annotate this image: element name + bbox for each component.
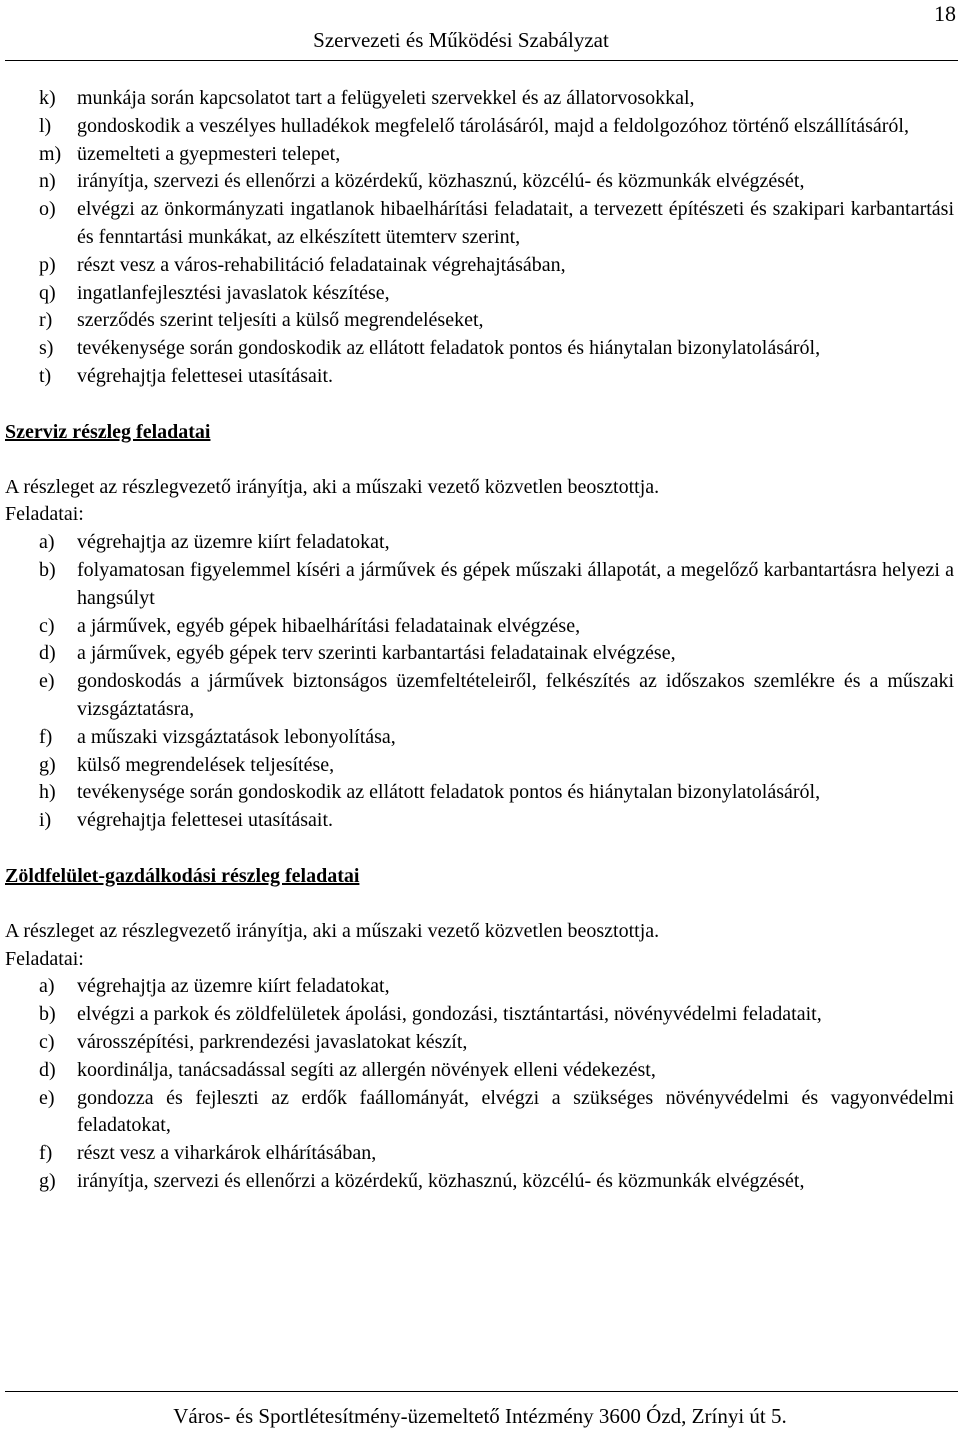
list-item-text: ingatlanfejlesztési javaslatok készítése, xyxy=(77,281,390,304)
list-marker: f) xyxy=(39,1142,53,1165)
list-item xyxy=(5,141,954,169)
task-list-zoldfelulet xyxy=(5,973,954,1195)
list-item-text: tevékenysége során gondoskodik az ellátott feladatok pontos és hiánytalan bizonylatolásáról, xyxy=(77,337,821,360)
task-list-szerviz xyxy=(5,529,954,835)
list-marker: o) xyxy=(39,198,56,221)
list-item-text: végrehajtja az üzemre kiírt feladatokat, xyxy=(77,975,390,998)
list-item xyxy=(5,168,954,196)
tasks-label: Feladatai: xyxy=(5,947,84,970)
list-item-text: külső megrendelések teljesítése, xyxy=(77,753,335,776)
list-marker: b) xyxy=(39,1003,56,1026)
list-item-text: városszépítési, parkrendezési javaslatokat készít, xyxy=(77,1030,468,1053)
list-item xyxy=(5,85,954,113)
list-item xyxy=(5,280,954,308)
list-item xyxy=(5,363,954,391)
list-item-text: a műszaki vizsgáztatások lebonyolítása, xyxy=(77,725,396,748)
list-marker: h) xyxy=(39,781,56,804)
page-number: 18 xyxy=(934,1,956,26)
list-item-text: elvégzi a parkok és zöldfelületek ápolási, gondozási, tisztántartási, növényvédelmi feladatait, xyxy=(77,1003,822,1026)
list-item xyxy=(5,1057,954,1085)
list-marker: d) xyxy=(39,1058,56,1081)
section-heading-zoldfelulet: Zöldfelület-gazdálkodási részleg feladatai xyxy=(5,864,360,887)
list-marker: t) xyxy=(39,364,52,387)
list-marker: n) xyxy=(39,170,56,193)
list-marker: c) xyxy=(39,614,55,637)
list-item xyxy=(5,807,954,835)
list-item xyxy=(5,779,954,807)
list-item-text: irányítja, szervezi és ellenőrzi a közérdekű, közhasznú, közcélú- és közmunkák elvégzését, xyxy=(77,1169,805,1192)
list-item xyxy=(5,252,954,280)
list-item xyxy=(5,640,954,668)
list-item-text: tevékenysége során gondoskodik az ellátott feladatok pontos és hiánytalan bizonylatolásáról, xyxy=(77,781,821,804)
list-item xyxy=(5,613,954,641)
list-item-text: részt vesz a viharkárok elhárításában, xyxy=(77,1142,377,1165)
list-item xyxy=(5,196,954,252)
list-item-text: gondoskodás a járművek biztonságos üzemfeltételeiről, felkészítés az időszakos szemlékre és a műszaki vizsgáztatásra, xyxy=(77,670,954,720)
document-body xyxy=(5,85,954,1196)
list-marker: g) xyxy=(39,753,56,776)
list-item xyxy=(5,113,954,141)
list-marker: q) xyxy=(39,281,56,304)
footer-divider xyxy=(5,1391,958,1392)
list-marker: s) xyxy=(39,337,54,360)
list-item xyxy=(5,557,954,613)
list-marker: r) xyxy=(39,309,53,332)
list-marker: c) xyxy=(39,1030,55,1053)
list-marker: b) xyxy=(39,558,56,581)
task-list-top xyxy=(5,85,954,391)
list-item-text: a járművek, egyéb gépek terv szerinti karbantartási feladatainak elvégzése, xyxy=(77,642,676,665)
list-item-text: végrehajtja az üzemre kiírt feladatokat, xyxy=(77,531,390,554)
list-item xyxy=(5,752,954,780)
section-intro: A részleget az részlegvezető irányítja, aki a műszaki vezető közvetlen beosztottja. xyxy=(5,919,660,942)
list-item xyxy=(5,1001,954,1029)
list-item xyxy=(5,1029,954,1057)
list-item xyxy=(5,724,954,752)
section-heading-szerviz: Szerviz részleg feladatai xyxy=(5,420,211,443)
list-item xyxy=(5,973,954,1001)
list-item xyxy=(5,1168,954,1196)
list-marker: i) xyxy=(39,809,52,832)
list-item-text: elvégzi az önkormányzati ingatlanok hibaelhárítási feladatait, a tervezett építészeti és szakipari karbantartási és fenntartási munkákat, az elkészített ütemterv szerint, xyxy=(77,198,954,248)
list-item-text: koordinálja, tanácsadással segíti az allergén növények elleni védekezést, xyxy=(77,1058,656,1081)
list-marker: e) xyxy=(39,1086,55,1109)
list-item xyxy=(5,335,954,363)
list-item-text: folyamatosan figyelemmel kíséri a járművek és gépek műszaki állapotát, a megelőző karbantartásra helyezi a hangsúlyt xyxy=(77,558,954,609)
list-item-text: szerződés szerint teljesíti a külső megrendeléseket, xyxy=(77,309,484,332)
list-item-text: üzemelteti a gyepmesteri telepet, xyxy=(77,142,341,165)
list-item-text: végrehajtja felettesei utasításait. xyxy=(77,809,333,832)
section-intro: A részleget az részlegvezető irányítja, aki a műszaki vezető közvetlen beosztottja. xyxy=(5,475,660,498)
list-marker: d) xyxy=(39,642,56,665)
list-item-text: a járművek, egyéb gépek hibaelhárítási feladatainak elvégzése, xyxy=(77,614,581,637)
list-marker: a) xyxy=(39,975,55,998)
list-item-text: gondoskodik a veszélyes hulladékok megfelelő tárolásáról, majd a feldolgozóhoz történő elszállításáról, xyxy=(77,114,909,137)
list-marker: p) xyxy=(39,253,56,276)
list-item xyxy=(5,1140,954,1168)
list-item-text: irányítja, szervezi és ellenőrzi a közérdekű, közhasznú, közcélú- és közmunkák elvégzését, xyxy=(77,170,805,193)
tasks-label: Feladatai: xyxy=(5,503,84,526)
list-marker: g) xyxy=(39,1169,56,1192)
list-item-text: munkája során kapcsolatot tart a felügyeleti szervekkel és az állatorvosokkal, xyxy=(77,87,695,109)
document-title: Szervezeti és Működési Szabályzat xyxy=(313,28,609,52)
list-item xyxy=(5,1085,954,1141)
list-marker: a) xyxy=(39,531,55,554)
list-item xyxy=(5,307,954,335)
footer-address: Város- és Sportlétesítmény-üzemeltető Intézmény 3600 Ózd, Zrínyi út 5. xyxy=(173,1404,787,1428)
header-divider xyxy=(5,60,958,61)
list-marker: f) xyxy=(39,725,53,748)
list-item-text: részt vesz a város-rehabilitáció feladatainak végrehajtásában, xyxy=(77,253,566,276)
list-item-text: végrehajtja felettesei utasításait. xyxy=(77,364,333,387)
list-marker: e) xyxy=(39,670,55,693)
list-item xyxy=(5,529,954,557)
list-marker: l) xyxy=(39,114,52,137)
list-marker: k) xyxy=(39,87,56,109)
list-item-text: gondozza és fejleszti az erdők faállományát, elvégzi a szükséges növényvédelmi és vagyonvédelmi feladatokat, xyxy=(77,1086,954,1137)
list-marker: m) xyxy=(39,142,62,165)
list-item xyxy=(5,668,954,724)
